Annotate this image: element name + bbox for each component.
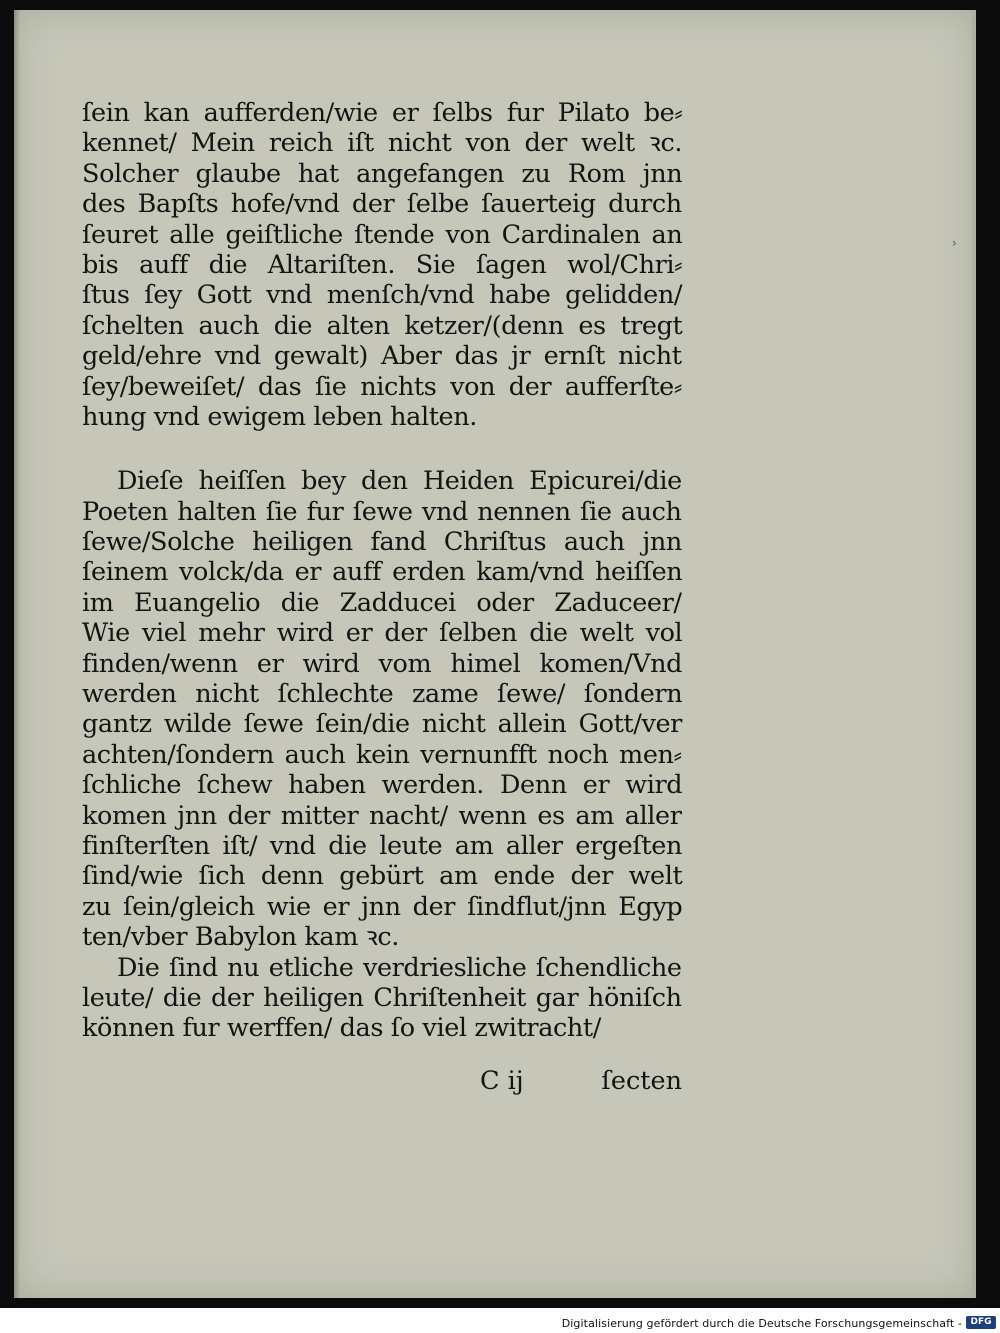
text-line: bis auff die Altariſten. Sie ſagen wol/Chri⸗ bbox=[82, 249, 683, 280]
text-line: komen jnn der mitter nacht/ wenn es am aller bbox=[82, 800, 682, 831]
text-line: ſchliche ſchew haben werden. Denn er wird bbox=[82, 770, 683, 801]
catchword: ſecten bbox=[601, 1066, 682, 1096]
text-line: ſchelten auch die alten ketzer/(denn es tregt bbox=[82, 310, 683, 341]
text-line: ſeuret alle geiſtliche ſtende von Cardinalen an bbox=[82, 219, 683, 250]
text-line: können fur werffen/ das ſo viel zwitracht/ bbox=[82, 1013, 601, 1044]
paragraph-gap bbox=[82, 432, 682, 466]
text-line: hung vnd ewigem leben halten. bbox=[82, 401, 477, 432]
text-line: ſey/beweiſet/ das ſie nichts von der aufferſte⸗ bbox=[82, 371, 682, 402]
text-line: ſewe/Solche heiligen fand Chriſtus auch jnn bbox=[82, 527, 682, 558]
text-line: finden/wenn er wird vom himel komen/Vnd bbox=[82, 648, 683, 679]
text-line: ſein kan aufferden/wie er ſelbs fur Pilato be⸗ bbox=[82, 98, 683, 128]
text-line: Poeten halten ſie fur ſewe vnd nennen ſie auch bbox=[82, 496, 682, 527]
text-line: Dieſe heiſſen bey den Heiden Epicurei/die bbox=[117, 466, 682, 497]
text-line: Solcher glaube hat angefangen zu Rom jnn bbox=[82, 158, 683, 189]
margin-mark: › bbox=[952, 236, 957, 250]
text-line: des Bapſts hofe/vnd der ſelbe ſauerteig durch bbox=[82, 189, 682, 220]
text-line: leute/ die der heiligen Chriſtenheit gar höniſch bbox=[82, 982, 682, 1013]
dfg-logo: DFG bbox=[966, 1316, 996, 1329]
text-line: ſtus ſey Gott vnd menſch/vnd habe gelidden/ bbox=[82, 280, 683, 311]
credit-bar bbox=[0, 1308, 1000, 1333]
text-line: Die ſind nu etliche verdriesliche ſchendliche bbox=[117, 952, 682, 983]
text-line: im Euangelio die Zadducei oder Zaduceer/ bbox=[82, 587, 682, 618]
funding-credit: Digitalisierung gefördert durch die Deutsche Forschungsgemeinschaft - bbox=[561, 1317, 962, 1330]
text-line: zu ſein/gleich wie er jnn der ſindflut/jnn Egyp bbox=[82, 891, 683, 922]
text-line: ſind/wie ſich denn gebürt am ende der welt bbox=[82, 861, 683, 892]
text-line: ten/vber Babylon kam ꝛc. bbox=[82, 922, 399, 953]
page-footer-line bbox=[82, 1066, 682, 1098]
text-line: achten/ſondern auch kein vernunfft noch men⸗ bbox=[82, 739, 682, 770]
text-line: werden nicht ſchlechte zame ſewe/ ſondern bbox=[82, 679, 683, 710]
signature-mark: C ij bbox=[480, 1066, 524, 1096]
text-line: gantz wilde ſewe ſein/die nicht allein Gott/ver bbox=[82, 709, 682, 740]
text-line: ſeinem volck/da er auff erden kam/vnd heiſſen bbox=[82, 557, 683, 588]
text-line: finſterſten iſt/ vnd die leute am aller ergeſten bbox=[82, 830, 682, 861]
page-text bbox=[82, 98, 682, 1044]
text-line: Wie viel mehr wird er der ſelben die welt vol bbox=[82, 618, 683, 649]
text-line: kennet/ Mein reich iſt nicht von der welt ꝛc. bbox=[82, 128, 683, 159]
text-line: geld/ehre vnd gewalt) Aber das jr ernſt nicht bbox=[82, 341, 682, 372]
